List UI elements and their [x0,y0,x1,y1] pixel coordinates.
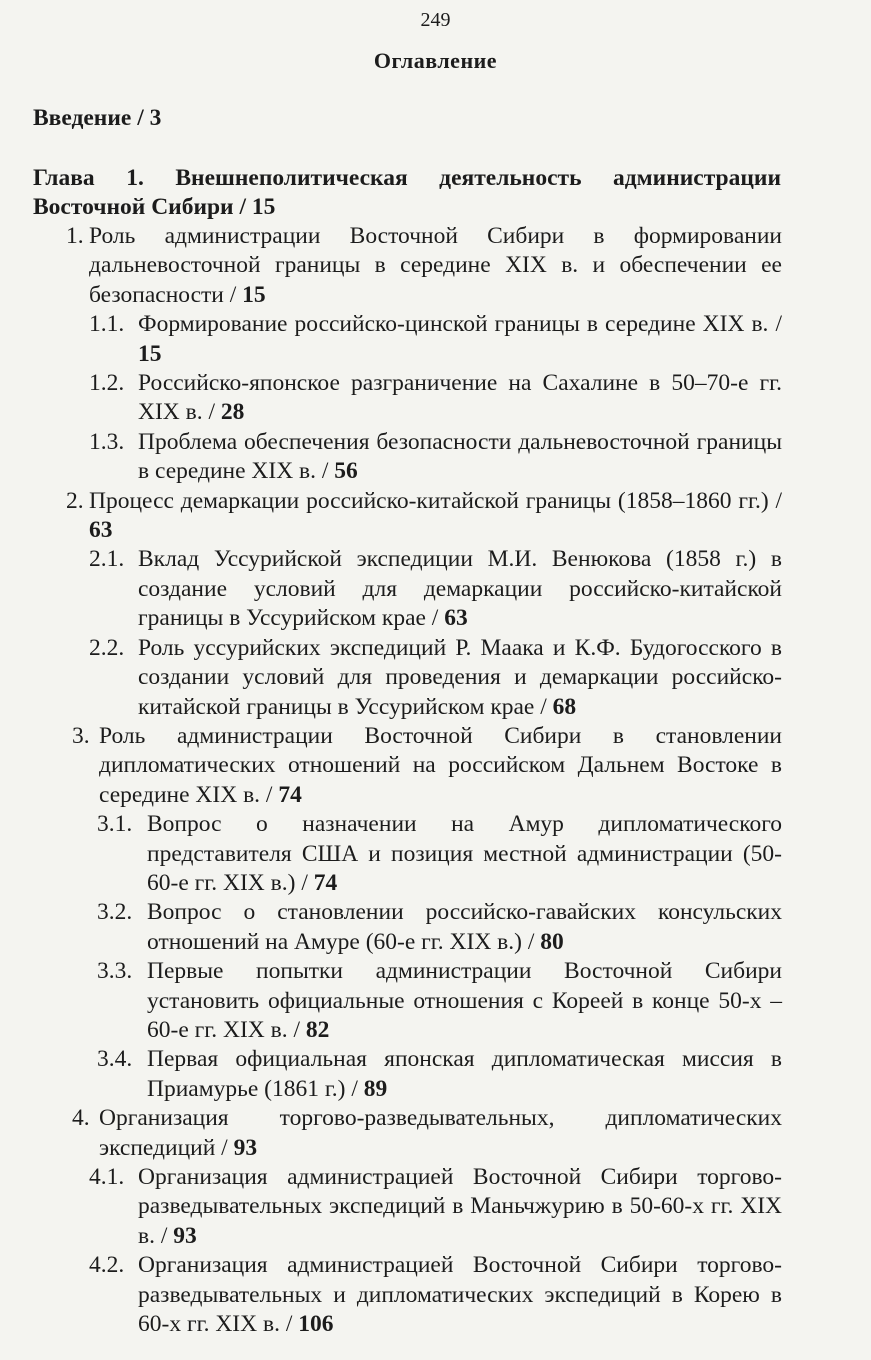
toc-title: Оглавление [373,48,498,73]
toc-entry [0,1104,782,1163]
entry-title: Вопрос о назначении на Амур дипломатического представителя США и позиция местной администрации (50-60-е гг. XIX в.) / [147,811,782,896]
entry-page: 93 [173,1222,197,1249]
entry-title: Вопрос о становлении российско-гавайских консульских отношений на Амуре (60-е гг. XIX в.) / [147,899,782,955]
toc-entries [0,222,871,1339]
entry-page: 89 [363,1075,388,1102]
entry-title: Процесс демаркации российско-китайской границы (1858–1860 гг.) / [89,487,782,514]
entry-title: Роль администрации Восточной Сибири в становлении дипломатических отношений на российском Дальнем Востоке в середине XIX в. / [99,722,782,808]
toc-entry [0,310,782,369]
entry-title: Первая официальная японская дипломатическая миссия в Приамурье (1861 г.) / [147,1046,782,1102]
entry-page: 106 [298,1311,334,1338]
entry-page: 93 [233,1134,258,1161]
entry-number: 2. [66,487,84,514]
entry-page: 56 [334,458,358,485]
entry-page: 63 [89,517,113,544]
entry-page: 28 [220,399,245,426]
toc-chapter-heading: Глава 1. Внешнеполитическая деятельность администрации Восточной Сибири / 15 [33,165,781,221]
entry-title: Проблема обеспечения безопасности дальневосточной границы в середине XIX в. / [138,428,782,485]
entry-number: 3.1. [97,811,133,838]
entry-page: 74 [313,869,338,896]
toc-introduction: Введение / 3 [33,105,162,131]
entry-title: Роль уссурийских экспедиций Р. Маака и К.Ф. Будогосского в создании условий для проведения и демаркации российско-китайской границы в Уссурийском крае / [138,634,782,720]
entry-page: 68 [552,693,577,720]
entry-page: 74 [278,781,302,808]
toc-entry [0,487,782,546]
entry-page: 82 [305,1016,330,1043]
entry-number: 4.1. [89,1164,125,1190]
entry-number: 4.2. [89,1252,125,1279]
entry-title: Вклад Уссурийской экспедиции М.И. Венюкова (1858 г.) в создание условий для демаркации российско-китайской границы в Уссурийском крае / [138,546,782,632]
entry-number: 3.2. [97,899,133,926]
entry-page: 80 [540,928,564,955]
toc-entry [0,957,782,1045]
toc-entry [0,898,782,957]
toc-entry [0,369,782,428]
entry-title: Организация администрацией Восточной Сибири торгово-разведывательных экспедиций в Маньчжурию в 50-60-х гг. XIX в. / [138,1164,782,1249]
toc-entry [0,634,782,722]
toc-entry [0,722,782,810]
entry-number: 1.1. [89,311,125,338]
entry-title: Формирование российско-цинской границы в середине XIX в. / [138,311,782,338]
entry-page: 63 [444,605,468,632]
entry-number: 3. [72,722,90,749]
entry-number: 1.3. [89,428,125,455]
entry-number: 4. [72,1105,90,1132]
entry-page: 15 [242,281,266,308]
entry-number: 1.2. [89,370,125,397]
entry-title: Роль администрации Восточной Сибири в формировании дальневосточной границы в середине XIX в. и обеспечении ее безопасности / [89,223,782,308]
entry-title: Организация администрацией Восточной Сибири торгово-разведывательных и дипломатических экспедиций в Корею в 60-х гг. XIX в. / [138,1252,782,1338]
entry-page: 15 [138,340,162,367]
entry-number: 2.1. [89,546,125,573]
entry-number: 3.4. [97,1046,133,1073]
toc-entry [0,810,782,898]
toc-entry [0,1045,782,1104]
toc-entry [0,545,782,633]
entry-number: 2.2. [89,634,125,661]
toc-entry [0,1251,782,1339]
page-number: 249 [420,9,451,31]
toc-entry [0,1163,782,1251]
entry-title: Российско-японское разграничение на Сахалине в 50–70-е гг. XIX в. / [138,370,782,426]
entry-number: 3.3. [97,958,133,985]
entry-number: 1. [66,223,84,249]
entry-title: Организация торгово-разведывательных, дипломатических экспедиций / [99,1105,782,1161]
toc-entry [0,428,782,487]
entry-title: Первые попытки администрации Восточной Сибири установить официальные отношения с Кореей в конце 50-х – 60-е гг. XIX в. / [147,958,782,1043]
toc-entry [0,222,782,310]
